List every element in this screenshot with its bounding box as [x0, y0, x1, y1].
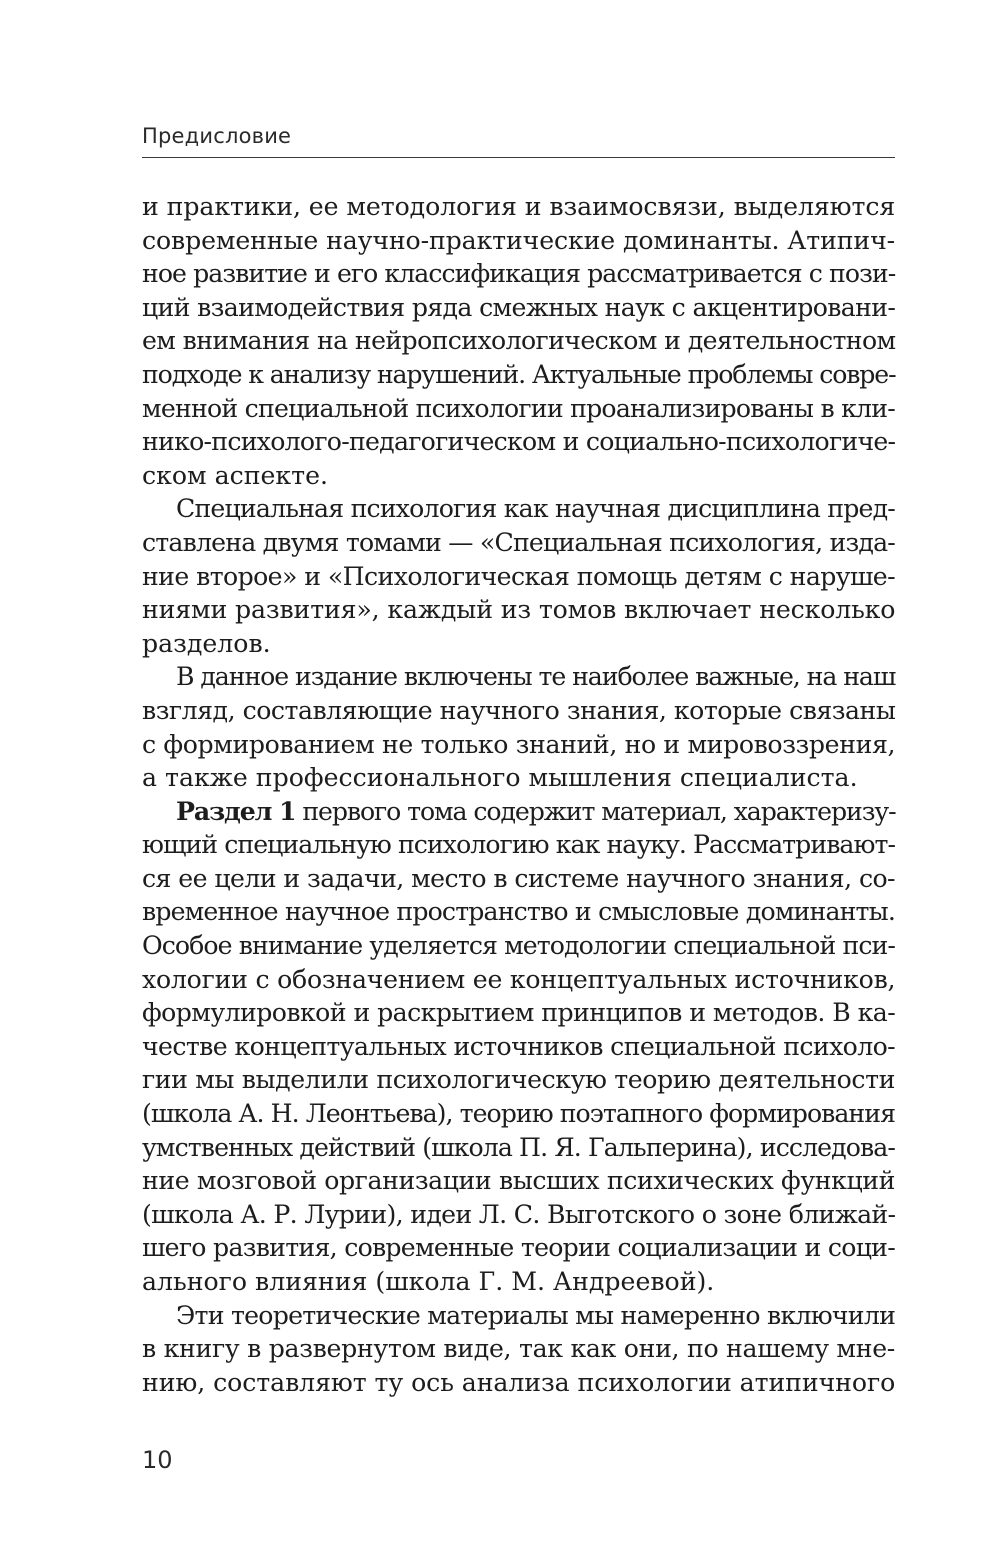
paragraph	[142, 492, 895, 660]
text-line: ставлена двумя томами — «Специальная психология, изда-	[142, 527, 895, 557]
text-line: ние второе» и «Психологическая помощь детям с наруше-	[142, 561, 895, 591]
section-lead: Раздел 1	[176, 795, 296, 826]
paragraph	[142, 795, 895, 1299]
text-line: В данное издание включены те наиболее важные, на наш	[176, 662, 896, 692]
text-line: ное развитие и его классификация рассматривается с пози-	[142, 259, 896, 289]
text-line: ниями развития», каждый из томов включает несколько	[142, 595, 896, 625]
text-line: ального влияния (школа Г. М. Андреевой).	[142, 1267, 715, 1296]
text-line: нико-психолого-педагогическом и социально-психологиче-	[142, 427, 896, 457]
text-line: современные научно-практические доминанты. Атипич-	[142, 225, 895, 255]
text-line: ние мозговой организации высших психических функций	[142, 1166, 895, 1196]
text-line: ском аспекте.	[142, 460, 329, 490]
text-line: в книгу в развернутом виде, так как они, по нашему мне-	[142, 1334, 895, 1364]
running-head: Предисловие	[142, 124, 292, 148]
paragraph	[142, 1299, 895, 1400]
paragraph	[142, 660, 895, 794]
text-line: нию, составляют ту ось анализа психологии атипичного	[142, 1367, 896, 1397]
text-line: ем внимания на нейропсихологическом и деятельностном	[142, 326, 896, 356]
text-line: а также профессионального мышления специалиста.	[142, 763, 858, 793]
text-line: умственных действий (школа П. Я. Гальперина), исследова-	[142, 1132, 895, 1162]
text-line: шего развития, современные теории социализации и соци-	[142, 1233, 895, 1263]
text-line: с формированием не только знаний, но и мировоззрения,	[142, 729, 896, 759]
body-text	[142, 190, 895, 1399]
text-line: (школа А. Н. Леонтьева), теорию поэтапного формирования	[142, 1099, 895, 1129]
text-line: ющий специальную психологию как науку. Рассматривают-	[142, 830, 896, 860]
text-line: (школа А. Р. Лурии), идеи Л. С. Выготского о зоне ближай-	[142, 1199, 896, 1229]
text-line: разделов.	[142, 628, 271, 658]
text-line: взгляд, составляющие научного знания, которые связаны	[142, 695, 896, 725]
text-line: гии мы выделили психологическую теорию деятельности	[142, 1065, 895, 1095]
header-rule	[142, 157, 895, 158]
text-line: Эти теоретические материалы мы намеренно включили	[176, 1300, 896, 1330]
text-line: ся ее цели и задачи, место в системе научного знания, со-	[142, 863, 895, 893]
page-number: 10	[142, 1446, 173, 1474]
text-line: и практики, ее методология и взаимосвязи, выделяются	[142, 192, 896, 221]
text-line: хологии с обозначением ее концептуальных источников,	[142, 964, 896, 994]
paragraph	[142, 190, 895, 492]
text-line	[142, 795, 895, 829]
text-line: временное научное пространство и смысловые доминанты.	[142, 897, 895, 927]
text-line: подходе к анализу нарушений. Актуальные проблемы совре-	[142, 359, 896, 389]
text-line: Специальная психология как научная дисциплина пред-	[176, 494, 895, 524]
text-line: менной специальной психологии проанализированы в кли-	[142, 393, 896, 423]
text-line: формулировкой и раскрытием принципов и методов. В ка-	[142, 998, 896, 1028]
text-fragment: первого тома содержит материал, характеризу-	[295, 796, 896, 826]
text-line: Особое внимание уделяется методологии специальной пси-	[142, 931, 895, 961]
text-line: честве концептуальных источников специальной психоло-	[142, 1031, 896, 1061]
text-line: ций взаимодействия ряда смежных наук с акцентировани-	[142, 292, 896, 322]
